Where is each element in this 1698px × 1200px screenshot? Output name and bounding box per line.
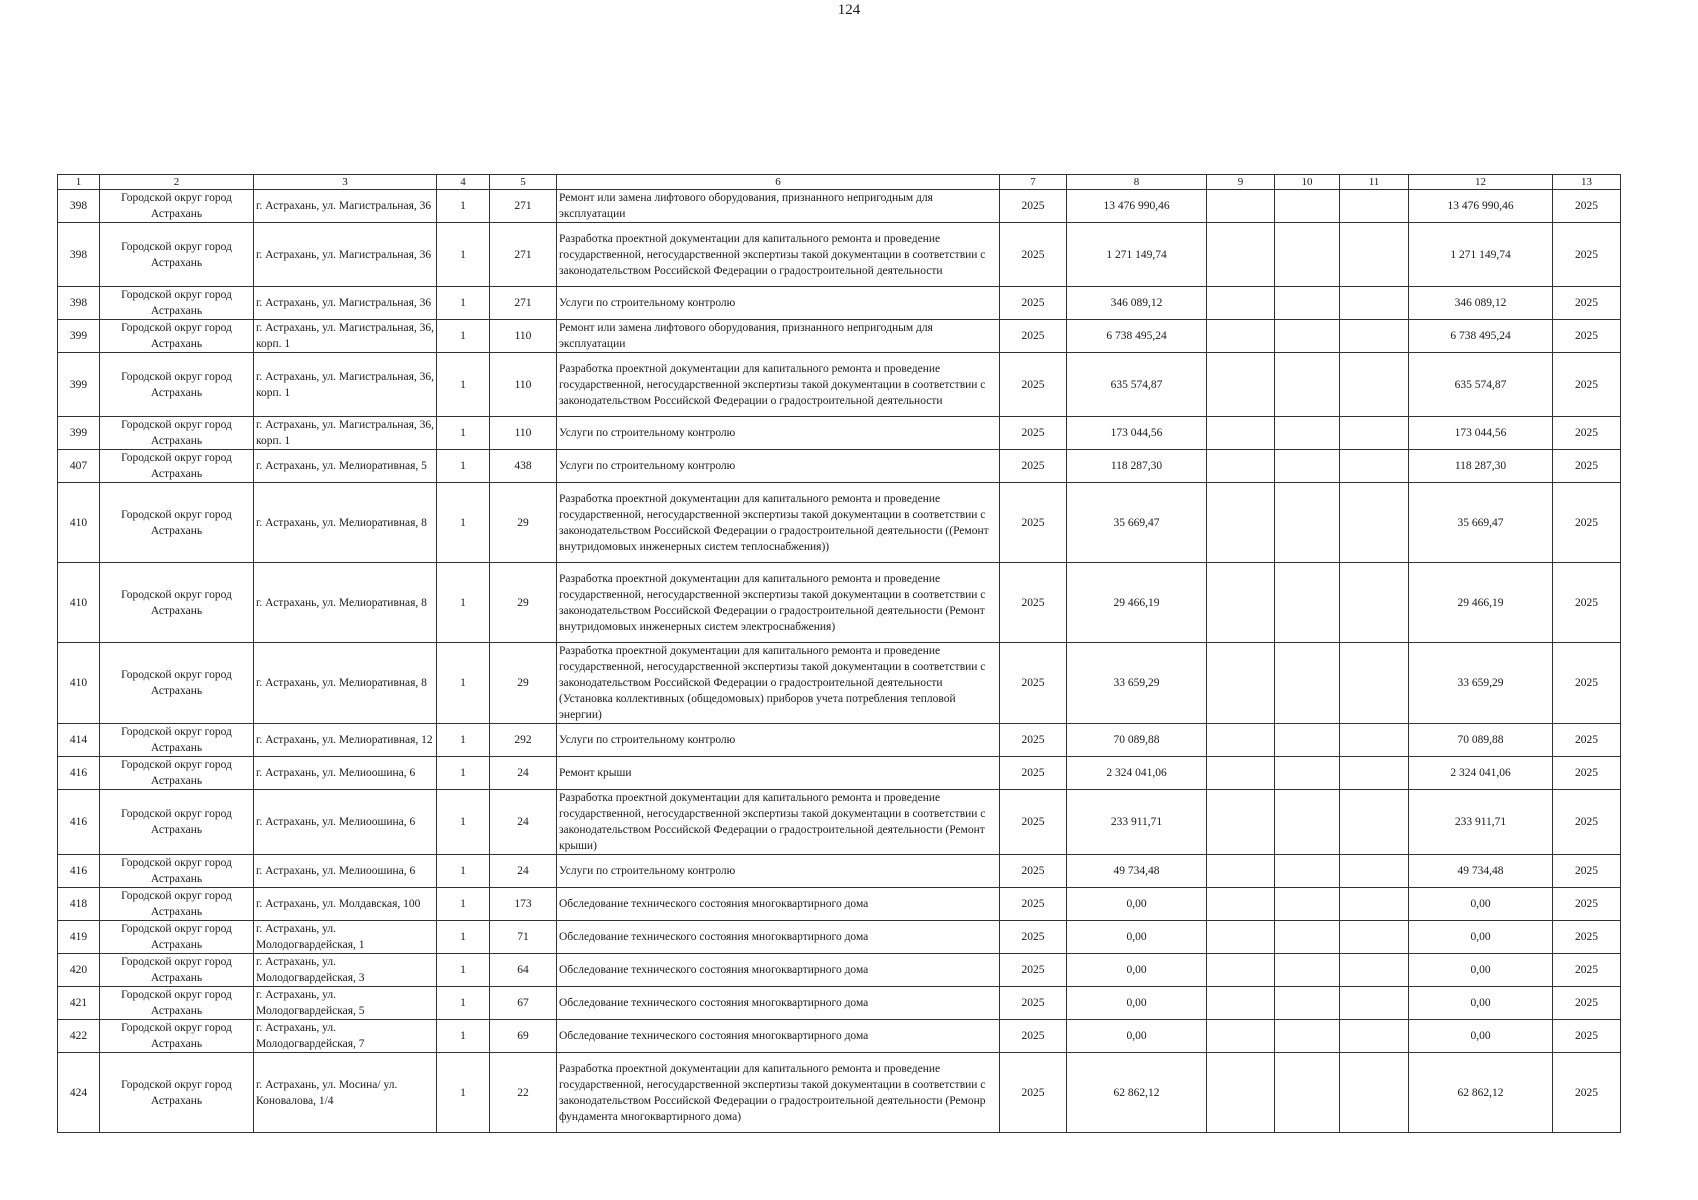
end-year-cell: 2025: [1553, 483, 1621, 563]
col5-cell: 271: [490, 287, 557, 320]
col10-cell: [1275, 724, 1340, 757]
column-header: 5: [490, 175, 557, 190]
table-row: [58, 855, 1621, 888]
col11-cell: [1340, 1020, 1409, 1053]
col9-cell: [1207, 987, 1275, 1020]
end-year-cell: 2025: [1553, 1053, 1621, 1133]
col9-cell: [1207, 190, 1275, 223]
row-number-cell: 418: [58, 888, 100, 921]
col10-cell: [1275, 1020, 1340, 1053]
col5-cell: 110: [490, 353, 557, 417]
col4-cell: 1: [437, 987, 490, 1020]
col9-cell: [1207, 1020, 1275, 1053]
address-cell: г. Астрахань, ул. Мелиоошина, 6: [254, 855, 437, 888]
year-cell: 2025: [1000, 1020, 1067, 1053]
row-number-cell: 399: [58, 417, 100, 450]
work-type-cell: Разработка проектной документации для капитального ремонта и проведение государственной, негосударственной экспертизы такой документации в соответствии с законодательством Российской Федерации о градостроительной деятельности: [557, 353, 1000, 417]
col9-cell: [1207, 855, 1275, 888]
year-cell: 2025: [1000, 320, 1067, 353]
col9-cell: [1207, 320, 1275, 353]
col9-cell: [1207, 353, 1275, 417]
year-cell: 2025: [1000, 757, 1067, 790]
col4-cell: 1: [437, 757, 490, 790]
total-cell: 35 669,47: [1409, 483, 1553, 563]
address-cell: г. Астрахань, ул. Молодогвардейская, 1: [254, 921, 437, 954]
col5-cell: 29: [490, 643, 557, 724]
column-header: 12: [1409, 175, 1553, 190]
col4-cell: 1: [437, 921, 490, 954]
row-number-cell: 398: [58, 223, 100, 287]
total-cell: 0,00: [1409, 888, 1553, 921]
col11-cell: [1340, 483, 1409, 563]
year-cell: 2025: [1000, 450, 1067, 483]
col4-cell: 1: [437, 1020, 490, 1053]
row-number-cell: 422: [58, 1020, 100, 1053]
address-cell: г. Астрахань, ул. Мелиоошина, 6: [254, 790, 437, 855]
col4-cell: 1: [437, 450, 490, 483]
col5-cell: 110: [490, 320, 557, 353]
amount-cell: 1 271 149,74: [1067, 223, 1207, 287]
municipality-cell: Городской округ город Астрахань: [100, 450, 254, 483]
table-row: [58, 483, 1621, 563]
column-header: 4: [437, 175, 490, 190]
col11-cell: [1340, 921, 1409, 954]
end-year-cell: 2025: [1553, 724, 1621, 757]
col5-cell: 110: [490, 417, 557, 450]
year-cell: 2025: [1000, 855, 1067, 888]
col5-cell: 67: [490, 987, 557, 1020]
address-cell: г. Астрахань, ул. Мелиоошина, 6: [254, 757, 437, 790]
total-cell: 0,00: [1409, 954, 1553, 987]
table-row: [58, 921, 1621, 954]
row-number-cell: 419: [58, 921, 100, 954]
municipality-cell: Городской округ город Астрахань: [100, 643, 254, 724]
work-type-cell: Ремонт или замена лифтового оборудования, признанного непригодным для эксплуатации: [557, 320, 1000, 353]
col10-cell: [1275, 417, 1340, 450]
year-cell: 2025: [1000, 287, 1067, 320]
amount-cell: 173 044,56: [1067, 417, 1207, 450]
col10-cell: [1275, 1053, 1340, 1133]
table-row: [58, 987, 1621, 1020]
row-number-cell: 399: [58, 320, 100, 353]
amount-cell: 2 324 041,06: [1067, 757, 1207, 790]
amount-cell: 29 466,19: [1067, 563, 1207, 643]
col9-cell: [1207, 643, 1275, 724]
address-cell: г. Астрахань, ул. Молодогвардейская, 5: [254, 987, 437, 1020]
address-cell: г. Астрахань, ул. Мелиоративная, 8: [254, 643, 437, 724]
table-row: [58, 724, 1621, 757]
row-number-cell: 420: [58, 954, 100, 987]
year-cell: 2025: [1000, 724, 1067, 757]
municipality-cell: Городской округ город Астрахань: [100, 483, 254, 563]
col11-cell: [1340, 223, 1409, 287]
col11-cell: [1340, 320, 1409, 353]
amount-cell: 0,00: [1067, 987, 1207, 1020]
municipality-cell: Городской округ город Астрахань: [100, 888, 254, 921]
year-cell: 2025: [1000, 1053, 1067, 1133]
col11-cell: [1340, 987, 1409, 1020]
col4-cell: 1: [437, 888, 490, 921]
address-cell: г. Астрахань, ул. Магистральная, 36: [254, 190, 437, 223]
col10-cell: [1275, 921, 1340, 954]
col9-cell: [1207, 287, 1275, 320]
col11-cell: [1340, 757, 1409, 790]
col11-cell: [1340, 1053, 1409, 1133]
col4-cell: 1: [437, 954, 490, 987]
end-year-cell: 2025: [1553, 287, 1621, 320]
col10-cell: [1275, 450, 1340, 483]
end-year-cell: 2025: [1553, 190, 1621, 223]
column-header: 7: [1000, 175, 1067, 190]
column-header: 1: [58, 175, 100, 190]
table-row: [58, 1020, 1621, 1053]
table-row: [58, 287, 1621, 320]
year-cell: 2025: [1000, 954, 1067, 987]
col5-cell: 173: [490, 888, 557, 921]
end-year-cell: 2025: [1553, 643, 1621, 724]
municipality-cell: Городской округ город Астрахань: [100, 417, 254, 450]
column-header: 2: [100, 175, 254, 190]
end-year-cell: 2025: [1553, 888, 1621, 921]
col4-cell: 1: [437, 643, 490, 724]
address-cell: г. Астрахань, ул. Мелиоративная, 5: [254, 450, 437, 483]
municipality-cell: Городской округ город Астрахань: [100, 287, 254, 320]
row-number-cell: 416: [58, 855, 100, 888]
col5-cell: 24: [490, 855, 557, 888]
col10-cell: [1275, 223, 1340, 287]
amount-cell: 49 734,48: [1067, 855, 1207, 888]
municipality-cell: Городской округ город Астрахань: [100, 320, 254, 353]
address-cell: г. Астрахань, ул. Молдавская, 100: [254, 888, 437, 921]
work-type-cell: Услуги по строительному контролю: [557, 287, 1000, 320]
municipality-cell: Городской округ город Астрахань: [100, 1020, 254, 1053]
amount-cell: 635 574,87: [1067, 353, 1207, 417]
work-type-cell: Разработка проектной документации для капитального ремонта и проведение государственной, негосударственной экспертизы такой документации в соответствии с законодательством Российской Федерации о градостроительной деятельности: [557, 223, 1000, 287]
col10-cell: [1275, 954, 1340, 987]
column-header: 11: [1340, 175, 1409, 190]
table-row: [58, 888, 1621, 921]
total-cell: 70 089,88: [1409, 724, 1553, 757]
total-cell: 0,00: [1409, 921, 1553, 954]
col5-cell: 438: [490, 450, 557, 483]
row-number-cell: 414: [58, 724, 100, 757]
end-year-cell: 2025: [1553, 353, 1621, 417]
total-cell: 0,00: [1409, 1020, 1553, 1053]
col9-cell: [1207, 417, 1275, 450]
address-cell: г. Астрахань, ул. Молодогвардейская, 7: [254, 1020, 437, 1053]
amount-cell: 233 911,71: [1067, 790, 1207, 855]
col5-cell: 24: [490, 790, 557, 855]
amount-cell: 0,00: [1067, 921, 1207, 954]
col5-cell: 24: [490, 757, 557, 790]
col4-cell: 1: [437, 790, 490, 855]
column-header: 8: [1067, 175, 1207, 190]
col9-cell: [1207, 563, 1275, 643]
row-number-cell: 410: [58, 483, 100, 563]
col9-cell: [1207, 757, 1275, 790]
table-row: [58, 643, 1621, 724]
col10-cell: [1275, 190, 1340, 223]
address-cell: г. Астрахань, ул. Магистральная, 36, корп. 1: [254, 320, 437, 353]
municipality-cell: Городской округ город Астрахань: [100, 921, 254, 954]
total-cell: 346 089,12: [1409, 287, 1553, 320]
year-cell: 2025: [1000, 643, 1067, 724]
table-row: [58, 223, 1621, 287]
amount-cell: 62 862,12: [1067, 1053, 1207, 1133]
municipality-cell: Городской округ город Астрахань: [100, 790, 254, 855]
col11-cell: [1340, 724, 1409, 757]
col5-cell: 64: [490, 954, 557, 987]
municipality-cell: Городской округ город Астрахань: [100, 563, 254, 643]
table-row: [58, 954, 1621, 987]
col9-cell: [1207, 223, 1275, 287]
amount-cell: 6 738 495,24: [1067, 320, 1207, 353]
col4-cell: 1: [437, 320, 490, 353]
amount-cell: 70 089,88: [1067, 724, 1207, 757]
address-cell: г. Астрахань, ул. Магистральная, 36, корп. 1: [254, 353, 437, 417]
col4-cell: 1: [437, 483, 490, 563]
amount-cell: 346 089,12: [1067, 287, 1207, 320]
col10-cell: [1275, 287, 1340, 320]
work-type-cell: Услуги по строительному контролю: [557, 724, 1000, 757]
col5-cell: 71: [490, 921, 557, 954]
total-cell: 2 324 041,06: [1409, 757, 1553, 790]
col5-cell: 22: [490, 1053, 557, 1133]
col10-cell: [1275, 987, 1340, 1020]
year-cell: 2025: [1000, 223, 1067, 287]
row-number-cell: 416: [58, 757, 100, 790]
row-number-cell: 410: [58, 643, 100, 724]
end-year-cell: 2025: [1553, 921, 1621, 954]
col9-cell: [1207, 888, 1275, 921]
year-cell: 2025: [1000, 888, 1067, 921]
address-cell: г. Астрахань, ул. Мелиоративная, 8: [254, 483, 437, 563]
col4-cell: 1: [437, 190, 490, 223]
col4-cell: 1: [437, 287, 490, 320]
table-row: [58, 1053, 1621, 1133]
address-cell: г. Астрахань, ул. Мелиоративная, 8: [254, 563, 437, 643]
col5-cell: 29: [490, 483, 557, 563]
work-type-cell: Обследование технического состояния многоквартирного дома: [557, 1020, 1000, 1053]
table-row: [58, 353, 1621, 417]
row-number-cell: 398: [58, 190, 100, 223]
municipality-cell: Городской округ город Астрахань: [100, 190, 254, 223]
municipality-cell: Городской округ город Астрахань: [100, 987, 254, 1020]
col5-cell: 292: [490, 724, 557, 757]
end-year-cell: 2025: [1553, 417, 1621, 450]
total-cell: 1 271 149,74: [1409, 223, 1553, 287]
col5-cell: 271: [490, 190, 557, 223]
table-body: [58, 190, 1621, 1133]
total-cell: 29 466,19: [1409, 563, 1553, 643]
col10-cell: [1275, 757, 1340, 790]
table-row: [58, 417, 1621, 450]
total-cell: 635 574,87: [1409, 353, 1553, 417]
year-cell: 2025: [1000, 353, 1067, 417]
col11-cell: [1340, 643, 1409, 724]
total-cell: 0,00: [1409, 987, 1553, 1020]
end-year-cell: 2025: [1553, 320, 1621, 353]
municipality-cell: Городской округ город Астрахань: [100, 855, 254, 888]
year-cell: 2025: [1000, 190, 1067, 223]
row-number-cell: 421: [58, 987, 100, 1020]
col10-cell: [1275, 855, 1340, 888]
col9-cell: [1207, 724, 1275, 757]
end-year-cell: 2025: [1553, 954, 1621, 987]
total-cell: 233 911,71: [1409, 790, 1553, 855]
col11-cell: [1340, 450, 1409, 483]
end-year-cell: 2025: [1553, 1020, 1621, 1053]
work-type-cell: Услуги по строительному контролю: [557, 855, 1000, 888]
work-type-cell: Разработка проектной документации для капитального ремонта и проведение государственной, негосударственной экспертизы такой документации в соответствии с законодательством Российской Федерации о градостроительной деятельности (Ремонт внутридомовых инженерных систем электроснабжения): [557, 563, 1000, 643]
col4-cell: 1: [437, 855, 490, 888]
address-cell: г. Астрахань, ул. Магистральная, 36: [254, 223, 437, 287]
col10-cell: [1275, 353, 1340, 417]
amount-cell: 118 287,30: [1067, 450, 1207, 483]
col4-cell: 1: [437, 353, 490, 417]
address-cell: г. Астрахань, ул. Мелиоративная, 12: [254, 724, 437, 757]
end-year-cell: 2025: [1553, 790, 1621, 855]
row-number-cell: 407: [58, 450, 100, 483]
table-row: [58, 450, 1621, 483]
row-number-cell: 410: [58, 563, 100, 643]
work-type-cell: Обследование технического состояния многоквартирного дома: [557, 987, 1000, 1020]
end-year-cell: 2025: [1553, 563, 1621, 643]
work-type-cell: Обследование технического состояния многоквартирного дома: [557, 954, 1000, 987]
work-type-cell: Услуги по строительному контролю: [557, 450, 1000, 483]
work-type-cell: Ремонт крыши: [557, 757, 1000, 790]
col11-cell: [1340, 888, 1409, 921]
total-cell: 62 862,12: [1409, 1053, 1553, 1133]
col11-cell: [1340, 287, 1409, 320]
col9-cell: [1207, 921, 1275, 954]
total-cell: 13 476 990,46: [1409, 190, 1553, 223]
work-type-cell: Разработка проектной документации для капитального ремонта и проведение государственной, негосударственной экспертизы такой документации в соответствии с законодательством Российской Федерации о градостроительной деятельности (Установка коллективных (общедомовых) приборов учета потребления тепловой энергии): [557, 643, 1000, 724]
col11-cell: [1340, 790, 1409, 855]
work-type-cell: Обследование технического состояния многоквартирного дома: [557, 921, 1000, 954]
column-header: 3: [254, 175, 437, 190]
year-cell: 2025: [1000, 790, 1067, 855]
col4-cell: 1: [437, 1053, 490, 1133]
work-type-cell: Ремонт или замена лифтового оборудования, признанного непригодным для эксплуатации: [557, 190, 1000, 223]
col11-cell: [1340, 417, 1409, 450]
col9-cell: [1207, 483, 1275, 563]
col11-cell: [1340, 563, 1409, 643]
col4-cell: 1: [437, 223, 490, 287]
row-number-cell: 424: [58, 1053, 100, 1133]
col9-cell: [1207, 954, 1275, 987]
year-cell: 2025: [1000, 987, 1067, 1020]
col10-cell: [1275, 643, 1340, 724]
col11-cell: [1340, 190, 1409, 223]
col9-cell: [1207, 790, 1275, 855]
column-header: 6: [557, 175, 1000, 190]
col10-cell: [1275, 790, 1340, 855]
row-number-cell: 398: [58, 287, 100, 320]
column-number-row: [58, 175, 1621, 190]
col9-cell: [1207, 450, 1275, 483]
year-cell: 2025: [1000, 563, 1067, 643]
year-cell: 2025: [1000, 483, 1067, 563]
work-type-cell: Разработка проектной документации для капитального ремонта и проведение государственной, негосударственной экспертизы такой документации в соответствии с законодательством Российской Федерации о градостроительной деятельности (Ремонт крыши): [557, 790, 1000, 855]
amount-cell: 0,00: [1067, 1020, 1207, 1053]
table-row: [58, 190, 1621, 223]
year-cell: 2025: [1000, 921, 1067, 954]
table-row: [58, 320, 1621, 353]
col11-cell: [1340, 954, 1409, 987]
total-cell: 6 738 495,24: [1409, 320, 1553, 353]
total-cell: 173 044,56: [1409, 417, 1553, 450]
municipality-cell: Городской округ город Астрахань: [100, 757, 254, 790]
row-number-cell: 416: [58, 790, 100, 855]
work-type-cell: Разработка проектной документации для капитального ремонта и проведение государственной, негосударственной экспертизы такой документации в соответствии с законодательством Российской Федерации о градостроительной деятельности (Ремонр фундамента многоквартирного дома): [557, 1053, 1000, 1133]
amount-cell: 33 659,29: [1067, 643, 1207, 724]
col10-cell: [1275, 563, 1340, 643]
address-cell: г. Астрахань, ул. Молодогвардейская, 3: [254, 954, 437, 987]
col10-cell: [1275, 483, 1340, 563]
end-year-cell: 2025: [1553, 223, 1621, 287]
col4-cell: 1: [437, 563, 490, 643]
address-cell: г. Астрахань, ул. Магистральная, 36, корп. 1: [254, 417, 437, 450]
address-cell: г. Астрахань, ул. Мосина/ ул. Коновалова, 1/4: [254, 1053, 437, 1133]
total-cell: 49 734,48: [1409, 855, 1553, 888]
end-year-cell: 2025: [1553, 855, 1621, 888]
amount-cell: 0,00: [1067, 888, 1207, 921]
row-number-cell: 399: [58, 353, 100, 417]
col5-cell: 29: [490, 563, 557, 643]
municipality-cell: Городской округ город Астрахань: [100, 724, 254, 757]
work-type-cell: Разработка проектной документации для капитального ремонта и проведение государственной, негосударственной экспертизы такой документации в соответствии с законодательством Российской Федерации о градостроительной деятельности ((Ремонт внутридомовых инженерных систем теплоснабжения)): [557, 483, 1000, 563]
col11-cell: [1340, 353, 1409, 417]
col9-cell: [1207, 1053, 1275, 1133]
end-year-cell: 2025: [1553, 450, 1621, 483]
col5-cell: 69: [490, 1020, 557, 1053]
col4-cell: 1: [437, 417, 490, 450]
end-year-cell: 2025: [1553, 757, 1621, 790]
year-cell: 2025: [1000, 417, 1067, 450]
end-year-cell: 2025: [1553, 987, 1621, 1020]
table-row: [58, 790, 1621, 855]
col11-cell: [1340, 855, 1409, 888]
amount-cell: 0,00: [1067, 954, 1207, 987]
column-header: 10: [1275, 175, 1340, 190]
col10-cell: [1275, 320, 1340, 353]
work-type-cell: Услуги по строительному контролю: [557, 417, 1000, 450]
municipality-cell: Городской округ город Астрахань: [100, 954, 254, 987]
repair-program-table: [57, 174, 1621, 1133]
col4-cell: 1: [437, 724, 490, 757]
table-row: [58, 563, 1621, 643]
amount-cell: 35 669,47: [1067, 483, 1207, 563]
work-type-cell: Обследование технического состояния многоквартирного дома: [557, 888, 1000, 921]
address-cell: г. Астрахань, ул. Магистральная, 36: [254, 287, 437, 320]
municipality-cell: Городской округ город Астрахань: [100, 223, 254, 287]
total-cell: 33 659,29: [1409, 643, 1553, 724]
table-row: [58, 757, 1621, 790]
amount-cell: 13 476 990,46: [1067, 190, 1207, 223]
column-header: 13: [1553, 175, 1621, 190]
column-header: 9: [1207, 175, 1275, 190]
municipality-cell: Городской округ город Астрахань: [100, 1053, 254, 1133]
total-cell: 118 287,30: [1409, 450, 1553, 483]
col5-cell: 271: [490, 223, 557, 287]
page-number: 124: [837, 2, 861, 18]
col10-cell: [1275, 888, 1340, 921]
municipality-cell: Городской округ город Астрахань: [100, 353, 254, 417]
